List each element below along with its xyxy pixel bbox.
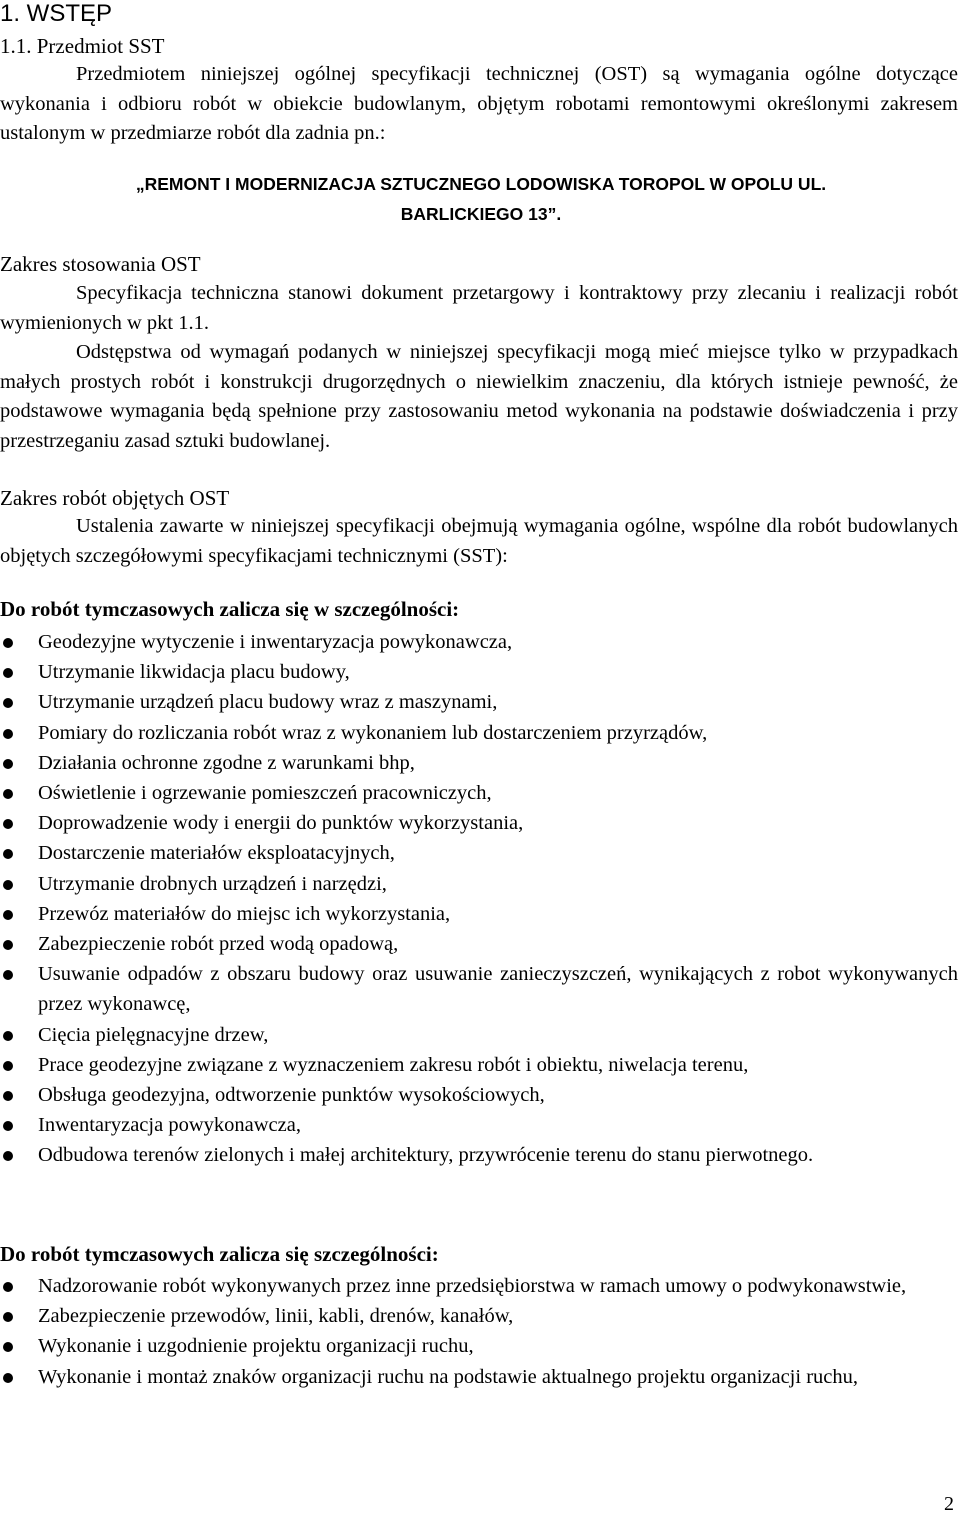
subsection-heading: 1.1. Przedmiot SST (0, 34, 165, 58)
bullet-icon (3, 1312, 13, 1322)
bullet-icon (3, 940, 13, 950)
bullet-icon (3, 1373, 13, 1383)
temporary-works-list (0, 627, 958, 1171)
list-item (0, 1050, 958, 1080)
bullet-icon (3, 759, 13, 769)
list-item (0, 748, 958, 778)
bullet-icon (3, 1031, 13, 1041)
list-item (0, 778, 958, 808)
list-item (0, 1362, 958, 1392)
list-item-text: Wykonanie i uzgodnienie projektu organizacji ruchu, (38, 1335, 474, 1358)
list1-heading: Do robót tymczasowych zalicza się w szczególności: (0, 597, 460, 621)
bullet-icon (3, 880, 13, 890)
list-item-text: Inwentaryzacja powykonawcza, (38, 1114, 301, 1137)
scope-paragraph: Specyfikacja techniczna stanowi dokument przetargowy i kontraktowy przy zlecaniu i realizacji robót wymienionych w pkt 1.1. (0, 282, 958, 334)
bullet-icon (3, 698, 13, 708)
list-item-text: Utrzymanie urządzeń placu budowy wraz z maszynami, (38, 691, 498, 714)
list-item-text: Nadzorowanie robót wykonywanych przez inne przedsiębiorstwa w ramach umowy o podwykonawstwie, (38, 1275, 907, 1297)
list-item (0, 838, 958, 868)
list-item-text: Prace geodezyjne związane z wyznaczeniem zakresu robót i obiektu, niwelacja terenu, (38, 1053, 749, 1076)
list-item (0, 869, 958, 899)
list-item (0, 627, 958, 657)
list-item-text: Odbudowa terenów zielonych i małej architektury, przywrócenie terenu do stanu pierwotnego. (38, 1144, 814, 1167)
list-item-text: Utrzymanie drobnych urządzeń i narzędzi, (38, 872, 387, 895)
bullet-icon (3, 849, 13, 859)
list-item-text: Utrzymanie likwidacja placu budowy, (38, 661, 350, 684)
list-item-text: Pomiary do rozliczania robót wraz z wykonaniem lub dostarczeniem przyrządów, (38, 721, 708, 744)
list-item-text: Zabezpieczenie robót przed wodą opadową, (38, 933, 399, 956)
list-item (0, 959, 958, 1019)
works-heading: Zakres robót objętych OST (0, 486, 230, 510)
list-item-text: Obsługa geodezyjna, odtworzenie punktów wysokościowych, (38, 1084, 545, 1107)
list-item (0, 1110, 958, 1140)
bullet-icon (3, 729, 13, 739)
intro-paragraph: Przedmiotem niniejszej ogólnej specyfikacji technicznej (OST) są wymagania ogólne dotyczące wykonania i odbioru robót w obiekcie budowlanym, objętym robotami remontowymi określonymi zakresem ustalonym w przedmiarze robót dla zadnia pn.: (0, 63, 958, 144)
works-paragraph: Ustalenia zawarte w niniejszej specyfikacji obejmują wymagania ogólne, wspólne dla robót budowlanych objętych szczegółowymi specyfikacjami technicznymi (SST): (0, 515, 958, 567)
bullet-icon (3, 910, 13, 920)
bullet-icon (3, 668, 13, 678)
bullet-icon (3, 1061, 13, 1071)
bullet-icon (3, 819, 13, 829)
list-item (0, 929, 958, 959)
scope-heading: Zakres stosowania OST (0, 252, 201, 276)
list-item-text: Geodezyjne wytyczenie i inwentaryzacja powykonawcza, (38, 631, 513, 653)
list-item-text: Cięcia pielęgnacyjne drzew, (38, 1023, 269, 1046)
page-number: 2 (944, 1493, 954, 1515)
list-item (0, 1140, 958, 1170)
list-item-text: Oświetlenie i ogrzewanie pomieszczeń pracowniczych, (38, 782, 492, 805)
list-item-text: Przewóz materiałów do miejsc ich wykorzystania, (38, 902, 451, 925)
list-item (0, 808, 958, 838)
bullet-icon (3, 1091, 13, 1101)
list2-heading: Do robót tymczasowych zalicza się szczególności: (0, 1242, 439, 1266)
bullet-icon (3, 638, 13, 648)
section-heading: 1. WSTĘP (0, 0, 113, 27)
list-item (0, 1271, 958, 1301)
list-item-text: Działania ochronne zgodne z warunkami bhp, (38, 751, 415, 774)
list-item (0, 718, 958, 748)
list-item-text: Doprowadzenie wody i energii do punktów wykorzystania, (38, 812, 524, 835)
list-item (0, 1080, 958, 1110)
list-item (0, 1020, 958, 1050)
bullet-icon (3, 1342, 13, 1352)
bullet-icon (3, 1121, 13, 1131)
list-item-text: Dostarczenie materiałów eksploatacyjnych, (38, 842, 395, 865)
list-item (0, 1331, 958, 1361)
list-item (0, 687, 958, 717)
additional-works-list (0, 1271, 958, 1392)
list-item-text: Usuwanie odpadów z obszaru budowy oraz usuwanie zanieczyszczeń, wynikających z robot wykonywanych przez wykonawcę, (38, 963, 958, 1016)
bullet-icon (3, 1151, 13, 1161)
deviation-paragraph: Odstępstwa od wymagań podanych w niniejszej specyfikacji mogą mieć miejsce tylko w przypadkach małych prostych robót i konstrukcji drugorzędnych o niewielkim znaczeniu, dla których istnieje pewność, że podstawowe wymagania będą spełnione przy zastosowaniu metod wykonania na podstawie doświadczenia i przy przestrzeganiu zasad sztuki budowlanej. (0, 341, 958, 452)
bullet-icon (3, 789, 13, 799)
bullet-icon (3, 1282, 13, 1292)
list-item (0, 899, 958, 929)
project-title: „REMONT I MODERNIZACJA SZTUCZNEGO LODOWISKA TOROPOL W OPOLU UL. BARLICKIEGO 13”. (135, 174, 827, 224)
list-item (0, 657, 958, 687)
list-item (0, 1301, 958, 1331)
list-item-text: Zabezpieczenie przewodów, linii, kabli, drenów, kanałów, (38, 1305, 514, 1328)
bullet-icon (3, 970, 13, 980)
list-item-text: Wykonanie i montaż znaków organizacji ruchu na podstawie aktualnego projektu organizacji ruchu, (38, 1365, 858, 1388)
